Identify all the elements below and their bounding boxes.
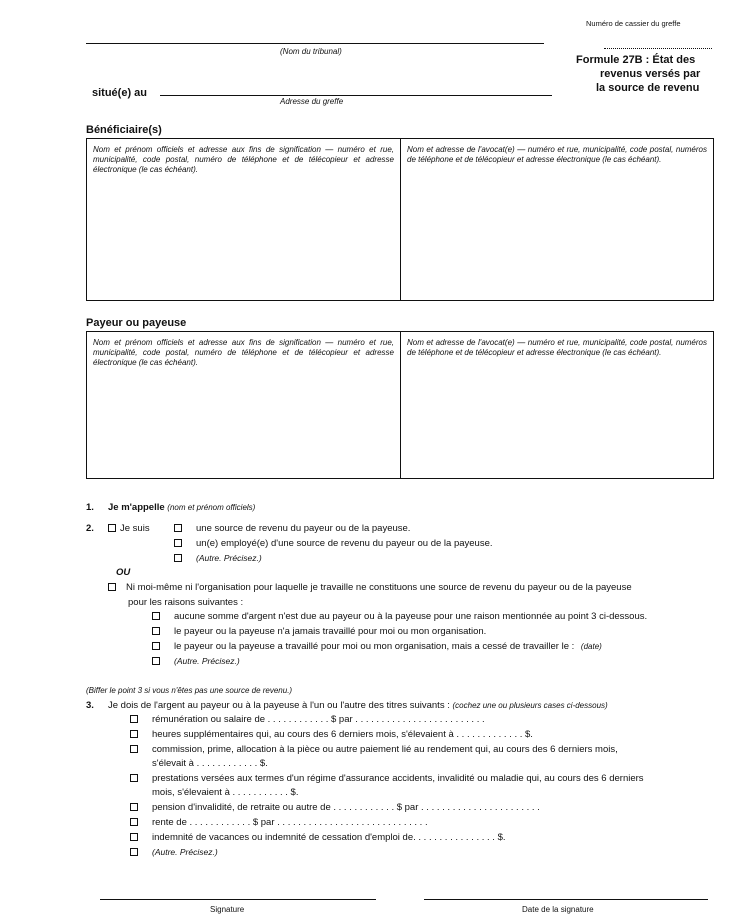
vacation-label: indemnité de vacances ou indemnité de cessation d'emploi de. . . . . . . . . . . . . . . . $. [152,832,506,843]
payor-lawyer-note: Nom et adresse de l'avocat(e) — numéro et rue, municipalité, code postal, numéros de téléphone et de télécopieur et adresse électronique (le cas échéant). [407,338,707,357]
section3-lead-row [86,700,608,711]
income-item-commission [130,744,618,755]
benefits-checkbox[interactable] [130,774,138,782]
reason1 [152,611,647,622]
salary-label: rémunération ou salaire de . . . . . . . . . . . . $ par . . . . . . . . . . . . . . . . . . . . . . . . . [152,714,485,725]
section2-opt3 [174,553,262,564]
form-title-line1: Formule 27B : État des [576,54,696,66]
signature-date-line[interactable] [424,899,708,900]
reason3-label: le payeur ou la payeuse a travaillé pour moi ou mon organisation, mais a cessé de travailler le : [174,641,575,652]
pension-label: pension d'invalidité, de retraite ou autre de . . . . . . . . . . . . $ par . . . . . . . . . . . . . . . . . . . . . . . [152,802,540,813]
section2-opt1 [174,523,410,534]
located-at-label: situé(e) au [92,87,148,99]
signature-date-label: Date de la signature [522,905,594,914]
reason2-label: le payeur ou la payeuse n'a jamais travaillé pour moi ou mon organisation. [174,626,487,637]
signature-line[interactable] [100,899,376,900]
registry-address-line[interactable] [160,95,552,96]
section3-lead: Je dois de l'argent au payeur ou à la payeuse à l'un ou l'autre des titres suivants : [108,700,450,711]
section2-checkbox[interactable] [108,524,116,532]
annuity-label: rente de . . . . . . . . . . . . $ par . . . . . . . . . . . . . . . . . . . . . . . . . . . . . [152,817,428,828]
other-checkbox[interactable] [130,848,138,856]
file-number-label: Numéro de cassier du greffe [586,19,681,28]
section2-number: 2. [86,523,94,534]
form-title-line2: revenus versés par [600,68,701,80]
income-item-vacation [130,832,506,843]
beneficiary-lawyer-field[interactable] [401,139,713,300]
benefits-amount-line: mois, s'élevaient à . . . . . . . . . . . $. [152,787,299,798]
alt-checkbox[interactable] [108,583,116,591]
reason4-label: (Autre. Précisez.) [174,656,240,666]
payor-heading: Payeur ou payeuse [86,317,187,329]
vacation-checkbox[interactable] [130,833,138,841]
opt3-checkbox[interactable] [174,554,182,562]
opt1-checkbox[interactable] [174,524,182,532]
overtime-checkbox[interactable] [130,730,138,738]
or-label: OU [116,567,131,578]
commission-amount-line: s'élevait à . . . . . . . . . . . . $. [152,758,268,769]
opt2-label: un(e) employé(e) d'une source de revenu du payeur ou de la payeuse. [196,538,493,549]
reason3-checkbox[interactable] [152,642,160,650]
income-item-salary [130,714,485,725]
alt-line1-text: Ni moi-même ni l'organisation pour laquelle je travaille ne constituons une source de revenu du payeur ou de la payeuse [126,582,632,593]
other-label: (Autre. Précisez.) [152,847,218,857]
section2-lead-row [86,523,150,534]
opt2-checkbox[interactable] [174,539,182,547]
opt1-label: une source de revenu du payeur ou de la payeuse. [196,523,411,534]
section1 [86,502,255,513]
income-item-pension [130,802,540,813]
file-number-line[interactable] [604,48,712,49]
section2-alt-line1 [108,582,632,593]
section2-opt2 [174,538,493,549]
section3-lead-hint: (cochez une ou plusieurs cases ci-dessous) [452,701,608,710]
annuity-checkbox[interactable] [130,818,138,826]
signature-label: Signature [210,905,245,914]
registry-caption: Adresse du greffe [280,97,344,106]
overtime-label: heures supplémentaires qui, au cours des 6 derniers mois, s'élevaient à . . . . . . . . . . . . . $. [152,729,533,740]
section1-text: Je m'appelle [108,502,165,513]
payor-name-address-field[interactable] [87,332,401,478]
payor-note: Nom et prénom officiels et adresse aux fins de signification — numéro et rue, municipalité, code postal, numéro de téléphone et de télécopieur et adresse électronique (le cas échéant). [93,338,394,367]
opt3-label: (Autre. Précisez.) [196,553,262,563]
section3-number: 3. [86,700,94,711]
section1-number: 1. [86,502,94,513]
beneficiaries-box [86,138,714,301]
reason1-label: aucune somme d'argent n'est due au payeur ou à la payeuse pour une raison mentionnée au point 3 ci-dessous. [174,611,648,622]
salary-checkbox[interactable] [130,715,138,723]
payor-lawyer-field[interactable] [401,332,713,478]
reason1-checkbox[interactable] [152,612,160,620]
section2-alt-line2: pour les raisons suivantes : [128,597,244,608]
income-item-benefits [130,773,644,784]
reason4 [152,656,240,667]
beneficiary-name-address-field[interactable] [87,139,401,300]
beneficiary-note: Nom et prénom officiels et adresse aux fins de signification — numéro et rue, municipalité, code postal, numéro de téléphone et de télécopieur et adresse électronique (le cas échéant). [93,145,394,174]
reason3-hint: (date) [580,642,602,651]
form-title-line3: la source de revenu [596,82,700,94]
beneficiaries-heading: Bénéficiaire(s) [86,124,162,136]
court-name-line[interactable] [86,43,544,44]
payor-box [86,331,714,479]
reason2-checkbox[interactable] [152,627,160,635]
court-name-caption: (Nom du tribunal) [280,47,342,56]
income-item-other [130,847,218,858]
reason4-checkbox[interactable] [152,657,160,665]
section3-skip-note: (Biffer le point 3 si vous n'êtes pas une source de revenu.) [86,686,293,695]
benefits-label: prestations versées aux termes d'un régime d'assurance accidents, invalidité ou maladie qui, au cours des 6 derniers [152,773,644,784]
section2-lead: Je suis [120,523,150,534]
commission-checkbox[interactable] [130,745,138,753]
commission-label: commission, prime, allocation à la pièce ou autre paiement lié au rendement qui, au cours des 6 derniers mois, [152,744,618,755]
pension-checkbox[interactable] [130,803,138,811]
income-item-overtime [130,729,533,740]
section1-hint: (nom et prénom officiels) [167,503,256,512]
reason2 [152,626,486,637]
income-item-annuity [130,817,428,828]
reason3 [152,641,602,652]
beneficiary-lawyer-note: Nom et adresse de l'avocat(e) — numéro et rue, municipalité, code postal, numéros de téléphone et de télécopieur et adresse électronique (le cas échéant). [407,145,707,164]
